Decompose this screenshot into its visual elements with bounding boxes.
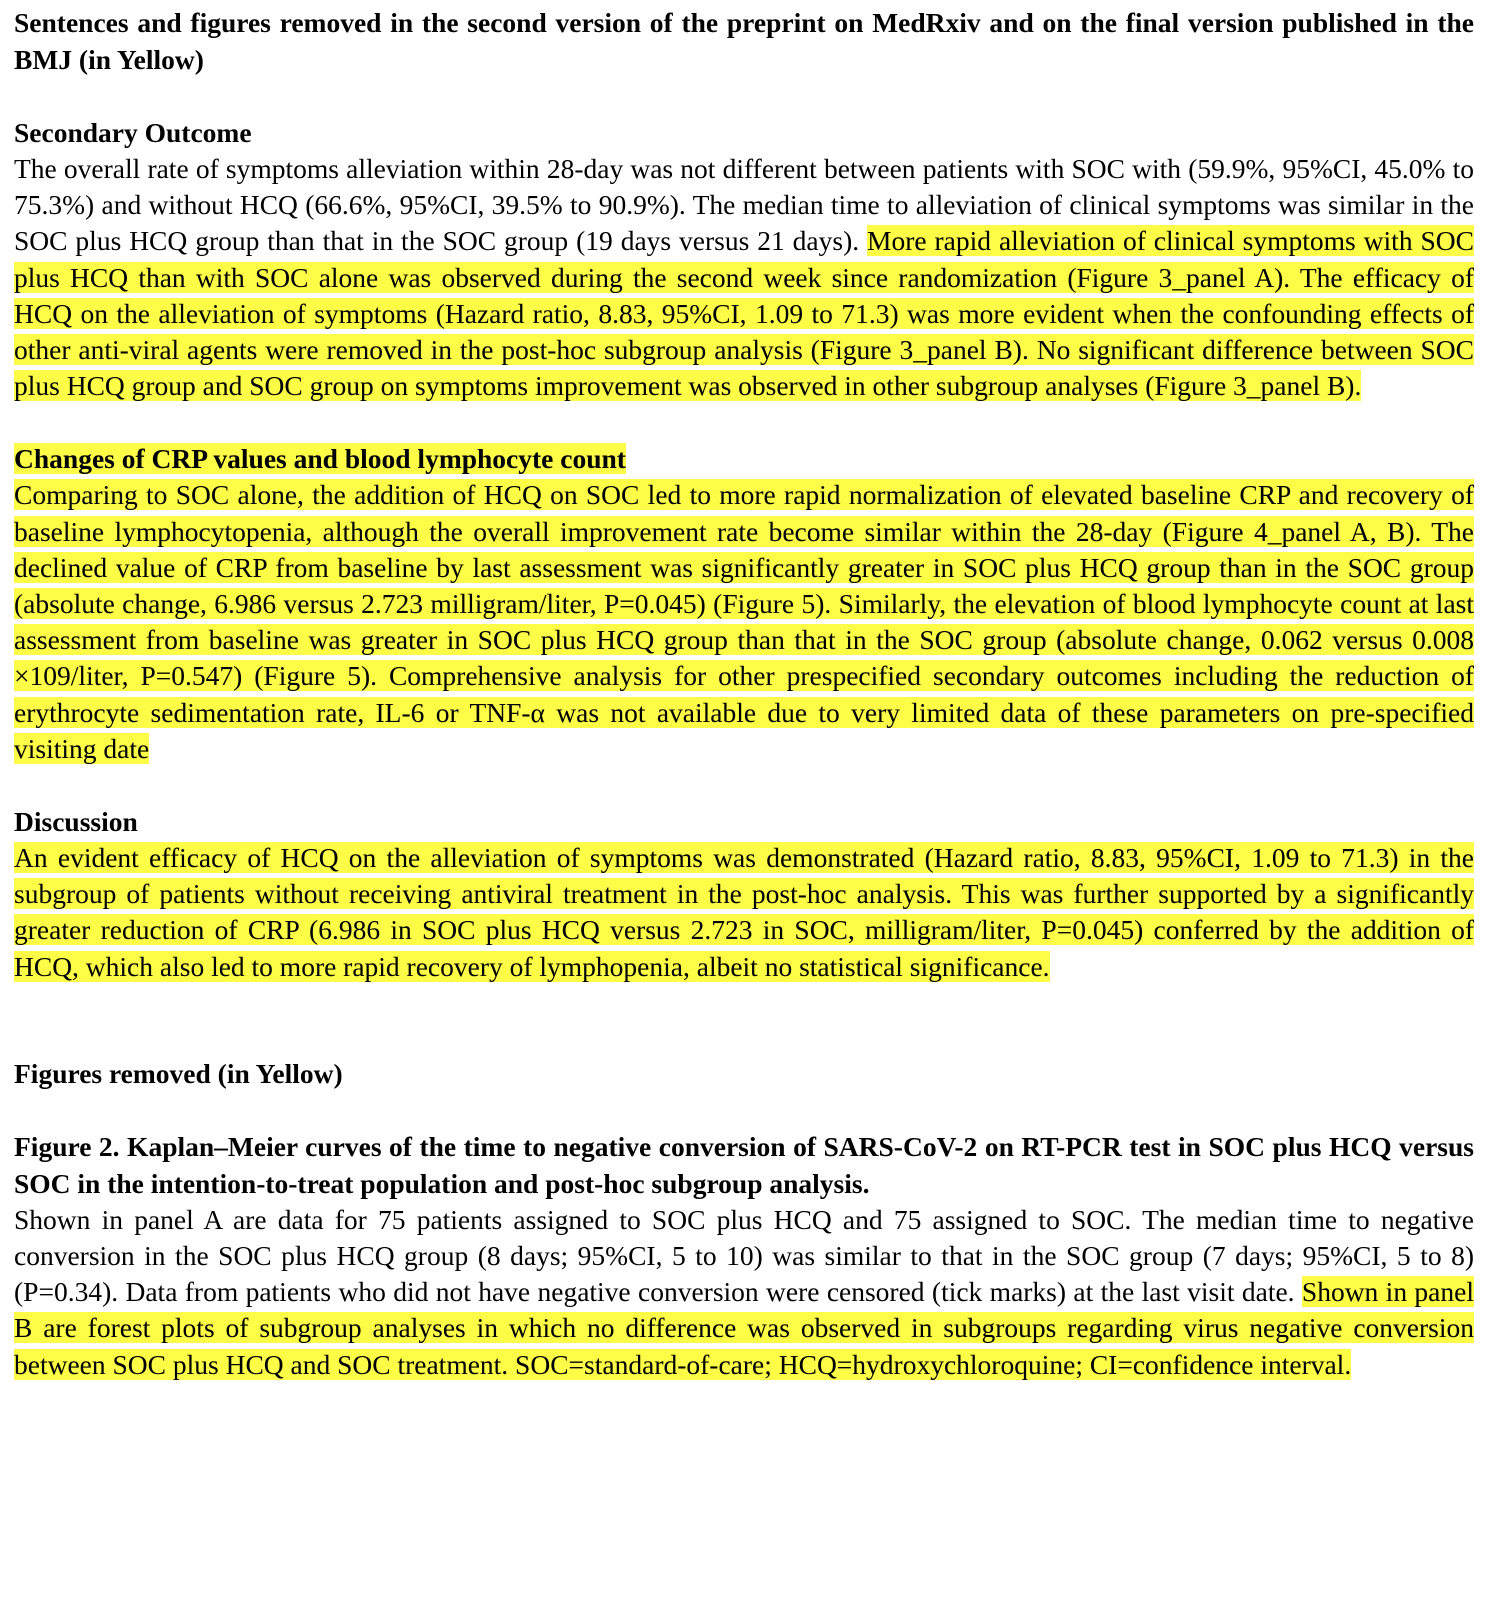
discussion-section xyxy=(14,803,1474,985)
discussion-heading: Discussion xyxy=(14,806,138,838)
figure2-caption-paragraph xyxy=(14,1202,1474,1383)
figures-removed-section xyxy=(14,1055,1474,1092)
discussion-highlighted-text: An evident efficacy of HCQ on the alleviation of symptoms was demonstrated (Hazard ratio, 8.83, 95%CI, 1.09 to 71.3) in the subgroup of patients without receiving antiviral treatment in the post-hoc analysis. This was further supported by a significantly greater reduction of CRP (6.986 in SOC plus HCQ versus 2.723 in SOC, milligram/liter, P=0.045) conferred by the addition of HCQ, which also led to more rapid recovery of lymphopenia, albeit no statistical significance. xyxy=(14,842,1474,982)
crp-heading: Changes of CRP values and blood lymphocyte count xyxy=(14,443,626,475)
figure2-plain-text: Shown in panel A are data for 75 patients assigned to SOC plus HCQ and 75 assigned to SOC. The median time to negative conversion in the SOC plus HCQ group (8 days; 95%CI, 5 to 10) was similar to that in the SOC group (7 days; 95%CI, 5 to 8) (P=0.34). Data from patients who did not have negative conversion were censored (tick marks) at the last visit date. xyxy=(14,1203,1474,1308)
spacer xyxy=(14,404,1474,440)
crp-section xyxy=(14,440,1474,767)
figures-removed-heading: Figures removed (in Yellow) xyxy=(14,1057,343,1089)
figure2-section xyxy=(14,1128,1474,1383)
spacer xyxy=(14,985,1474,1055)
spacer xyxy=(14,1092,1474,1128)
secondary-outcome-heading: Secondary Outcome xyxy=(14,117,252,148)
secondary-outcome-highlighted-text: More rapid alleviation of clinical symptoms with SOC plus HCQ than with SOC alone was observed during the second week since randomization (Figure 3_panel A). The efficacy of HCQ on the alleviation of symptoms (Hazard ratio, 8.83, 95%CI, 1.09 to 71.3) was more evident when the confounding effects of other anti-viral agents were removed in the post-hoc subgroup analysis (Figure 3_panel B). No significant difference between SOC plus HCQ group and SOC group on symptoms improvement was observed in other subgroup analyses (Figure 3_panel B). xyxy=(14,225,1474,402)
document-title: Sentences and figures removed in the second version of the preprint on MedRxiv and on the final version published in the BMJ (in Yellow) xyxy=(14,7,1474,75)
crp-paragraph xyxy=(14,477,1474,767)
crp-heading-line xyxy=(14,440,1474,477)
discussion-paragraph xyxy=(14,840,1474,985)
spacer xyxy=(14,767,1474,803)
figure2-highlighted-text: Shown in panel B are forest plots of subgroup analyses in which no difference was observed in subgroups regarding virus negative conversion between SOC plus HCQ and SOC treatment. SOC=standard-of-care; HCQ=hydroxychloroquine; CI=confidence interval. xyxy=(14,1276,1474,1380)
figure2-caption-title: Figure 2. Kaplan–Meier curves of the time to negative conversion of SARS-CoV-2 on RT-PCR test in SOC plus HCQ versus SOC in the intention-to-treat population and post-hoc subgroup analysis. xyxy=(14,1130,1474,1199)
secondary-outcome-paragraph xyxy=(14,151,1474,404)
secondary-outcome-section xyxy=(14,114,1474,404)
spacer xyxy=(14,78,1474,114)
crp-highlighted-text: Comparing to SOC alone, the addition of HCQ on SOC led to more rapid normalization of elevated baseline CRP and recovery of baseline lymphocytopenia, although the overall improvement rate become similar within the 28-day (Figure 4_panel A, B). The declined value of CRP from baseline by last assessment was significantly greater in SOC plus HCQ group than in the SOC group (absolute change, 6.986 versus 2.723 milligram/liter, P=0.045) (Figure 5). Similarly, the elevation of blood lymphocyte count at last assessment from baseline was greater in SOC plus HCQ group than that in the SOC group (absolute change, 0.062 versus 0.008 ×109/liter, P=0.547) (Figure 5). Comprehensive analysis for other prespecified secondary outcomes including the reduction of erythrocyte sedimentation rate, IL-6 or TNF-α was not available due to very limited data of these parameters on pre-specified visiting date xyxy=(14,479,1474,764)
secondary-outcome-plain-text: The overall rate of symptoms alleviation within 28-day was not different between patients with SOC with (59.9%, 95%CI, 45.0% to 75.3%) and without HCQ (66.6%, 95%CI, 39.5% to 90.9%). The median time to alleviation of clinical symptoms was similar in the SOC plus HCQ group than that in the SOC group (19 days versus 21 days). xyxy=(14,153,1474,257)
